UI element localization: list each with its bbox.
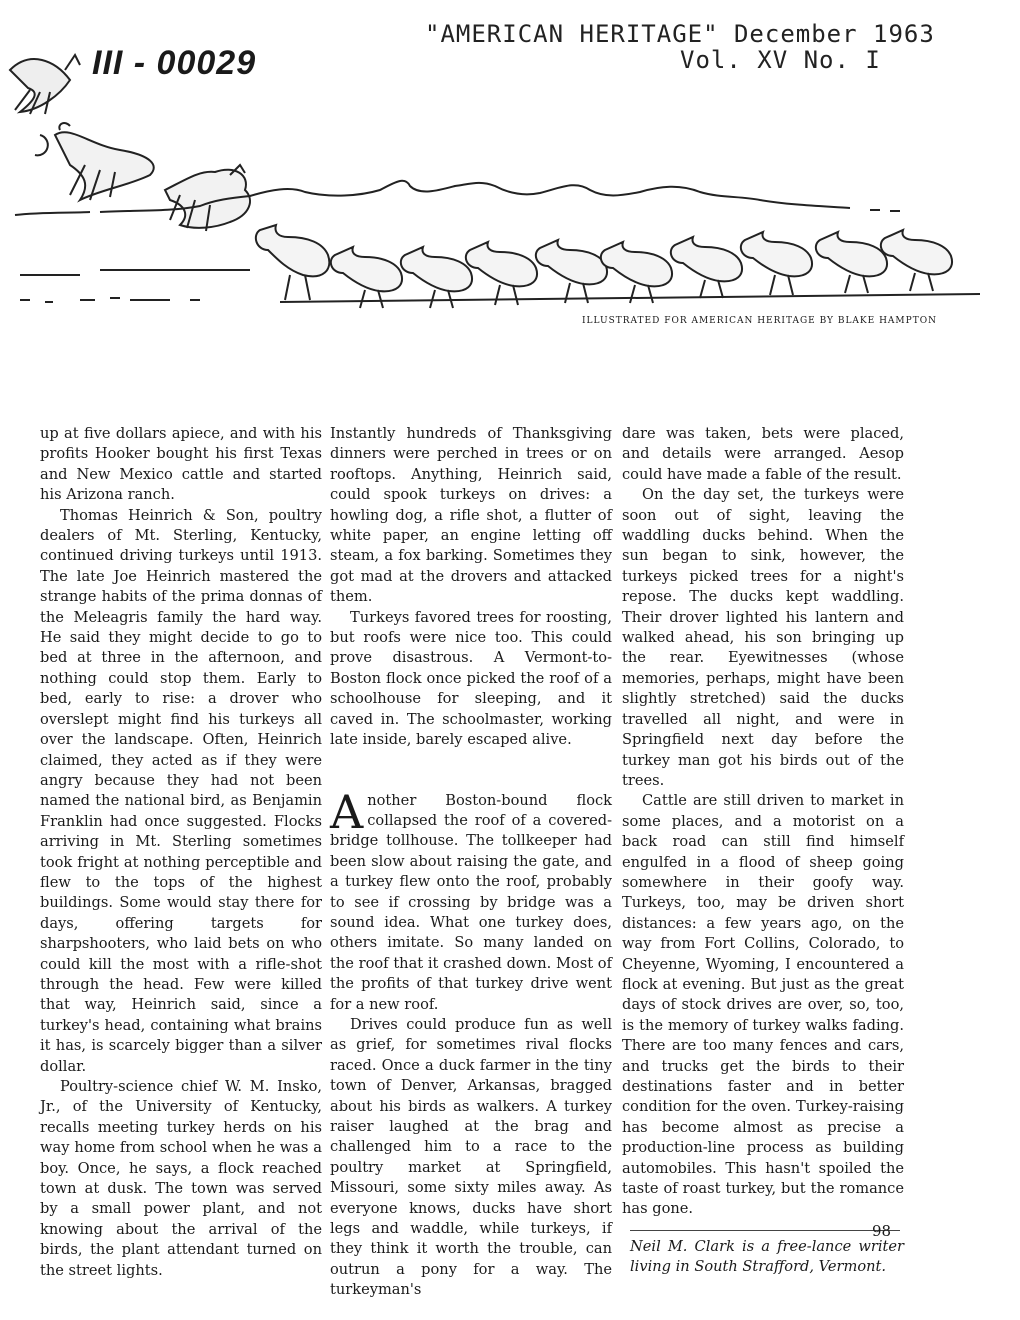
paragraph: Poultry-science chief W. M. Insko, Jr., of the University of Kentucky, recalls meeting turkey herds on his way home from school when he was a boy. Once, he says, a flock reached town at dusk. The town was served by a small power plant, and not knowing about the arrival of the birds, the plant attendant turned on the street lights. xyxy=(40,1078,322,1279)
turkey-drive-illustration xyxy=(0,0,1020,330)
page-number: 98 xyxy=(872,1222,892,1240)
turkey-icon xyxy=(401,247,472,308)
paragraph xyxy=(330,784,612,1015)
turkey-icon xyxy=(881,230,952,291)
paragraph: up at five dollars apiece, and with his profits Hooker bought his first Texas and New Mexico cattle and started his Arizona ranch. xyxy=(40,425,322,504)
paragraph: dare was taken, bets were placed, and details were arranged. Aesop could have made a fable of the result. xyxy=(622,425,904,483)
flying-bird-icon xyxy=(10,55,80,114)
paragraph-text: nother Boston-bound flock collapsed the roof of a covered-bridge tollhouse. The tollkeeper had been slow about raising the gate, and a turkey flew onto the roof, probably to see if crossing by bridge was a sound idea. What one turkey does, others imitate. So many landed on the roof that it crashed down. Most of the profits of that turkey drive went for a new roof. xyxy=(330,791,612,1013)
paragraph: Thomas Heinrich & Son, poultry dealers of Mt. Sterling, Kentucky, continued driving turkeys until 1913. The late Joe Heinrich mastered the strange habits of the prima donnas of the Meleagris family the hard way. He said they might decide to go to bed at three in the afternoon, and nothing could stop them. Early to bed, early to rise: a drover who overslept might find his turkeys all over the landscape. Often, Heinrich claimed, they acted as if they were angry because they had not been named the national bird, as Benjamin Franklin had once suggested. Flocks arriving in Mt. Sterling sometimes took fright at nothing perceptible and flew to the tops of the highest buildings. Some would stay there for days, offering targets for sharpshooters, who laid bets on who could kill the most with a rifle-shot through the head. Few were killed that way, Heinrich said, since a turkey's head, containing what brains it has, is scarcely bigger than a silver dollar. xyxy=(40,506,322,1075)
archive-code: III - 00029 xyxy=(92,44,257,82)
turkey-icon xyxy=(331,247,402,308)
author-bio: Neil M. Clark is a free-lance writer living in South Strafford, Vermont. xyxy=(630,1237,904,1276)
flying-bird-icon xyxy=(35,123,154,200)
paragraph: Turkeys favored trees for roosting, but roofs were nice too. This could prove disastrous. A Vermont-to-Boston flock once picked the roof of a schoolhouse for sleeping, and it caved in. The schoolmaster, working late inside, barely escaped alive. xyxy=(330,608,612,749)
turkey-icon xyxy=(256,225,329,300)
article-column-2 xyxy=(330,424,612,1301)
turkey-icon xyxy=(536,240,607,303)
article-column-1 xyxy=(40,424,322,1281)
mountain-range-icon xyxy=(15,181,900,215)
turkey-icon xyxy=(671,237,742,298)
drop-cap: A xyxy=(330,784,364,839)
volume-header: Vol. XV No. I xyxy=(680,46,881,74)
turkey-icon xyxy=(601,242,672,303)
illustration-credit: ILLUSTRATED FOR AMERICAN HERITAGE BY BLAKE HAMPTON xyxy=(582,316,937,326)
turkey-icon xyxy=(741,232,812,295)
divider xyxy=(630,1230,900,1231)
article-column-3 xyxy=(622,424,904,1278)
paragraph: Drives could produce fun as well as grief, for sometimes rival flocks raced. Once a duck farmer in the tiny town of Denver, Arkansas, bragged about his birds as walkers. A turkey raiser laughed at the brag and challenged him to a race to the poultry market at Springfield, Missouri, some sixty miles away. As everyone knows, ducks have short legs and waddle, while turkeys, if they think it worth the trouble, can outrun a pony for a way. The turkeyman's xyxy=(330,1015,612,1299)
publication-header: "AMERICAN HERITAGE" December 1963 xyxy=(425,20,935,48)
turkey-icon xyxy=(466,242,537,305)
turkey-icon xyxy=(816,232,887,293)
paragraph: On the day set, the turkeys were soon out of sight, leaving the waddling ducks behind. When the sun began to sink, however, the turkeys picked trees for a night's repose. The ducks kept waddling. Their drover lighted his lantern and walked ahead, his son bringing up the rear. Eyewitnesses (whose memories, perhaps, might have been slightly stretched) said the ducks travelled all night, and were in Springfield next day before the turkey man got his birds out of the trees. xyxy=(622,486,904,789)
paragraph: Cattle are still driven to market in some places, and a motorist on a back road can still find himself engulfed in a flood of sheep going somewhere in their goofy way. Turkeys, too, may be driven short distances: a few years ago, on the way from Fort Collins, Colorado, to Cheyenne, Wyoming, I encountered a flock at evening. But just as the great days of stock drives are over, so, too, is the memory of turkey walks fading. There are too many fences and cars, and trucks get the birds to their destinations faster and in better condition for the oven. Turkey-raising has become almost as precise a production-line process as building automobiles. This hasn't spoiled the taste of roast turkey, but the romance has gone. xyxy=(622,792,904,1218)
paragraph: Instantly hundreds of Thanksgiving dinners were perched in trees or on rooftops. Anything, Heinrich said, could spook turkeys on drives: a howling dog, a rifle shot, a flutter of white paper, an engine letting off steam, a fox barking. Sometimes they got mad at the drovers and attacked them. xyxy=(330,425,612,606)
